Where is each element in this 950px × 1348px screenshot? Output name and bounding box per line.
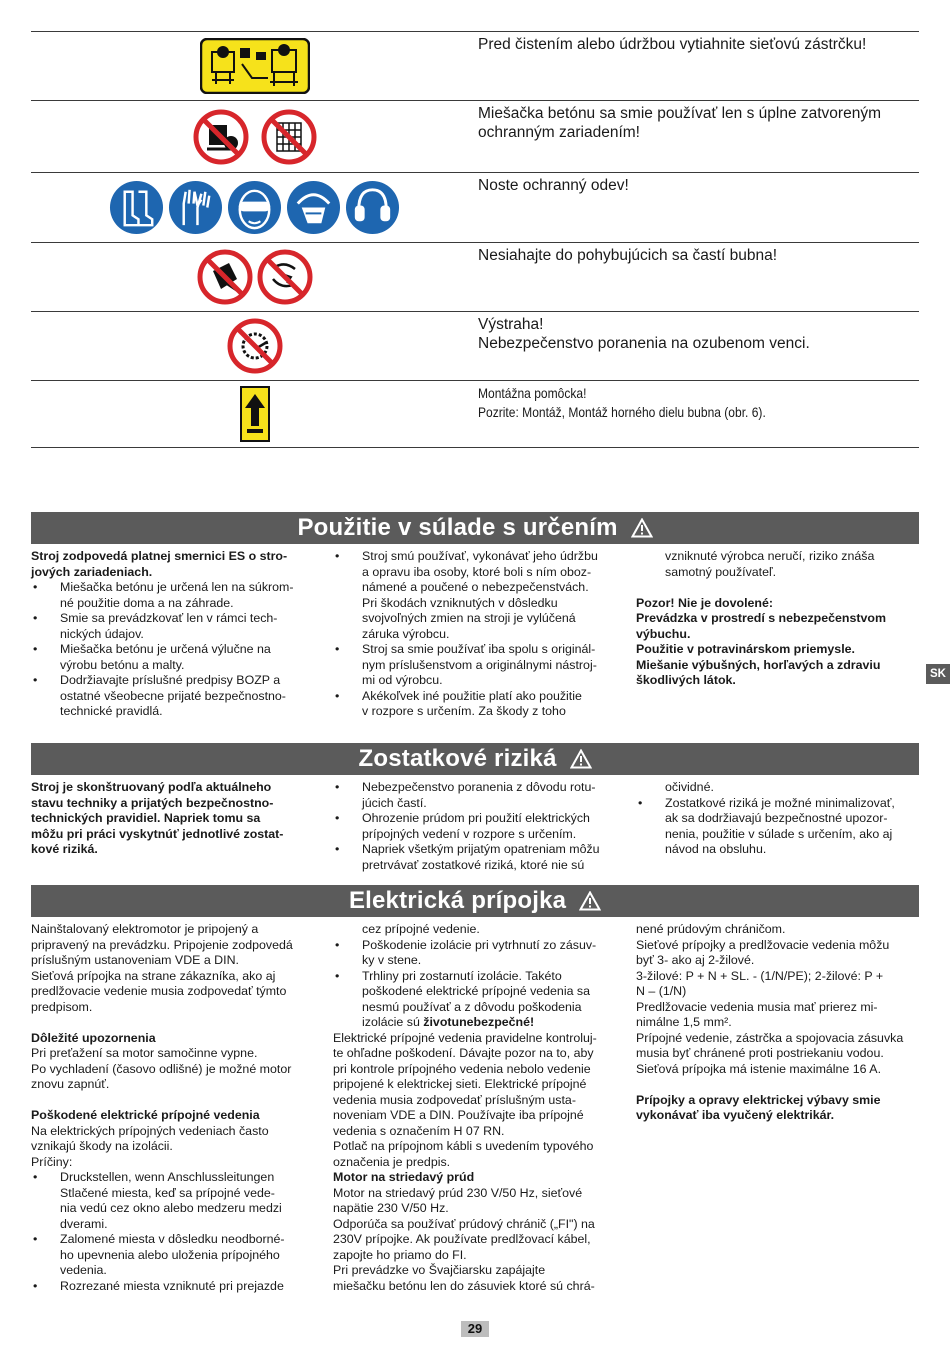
text-line: Pri preťažení sa motor samočinne vypne. (31, 1046, 258, 1060)
symbol-row (31, 242, 919, 311)
residual-risks-column-2 (333, 780, 623, 873)
text-line: byť 3- ako aj 2-žilové. (636, 953, 755, 967)
text-line: Príčiny: (31, 1154, 73, 1169)
text-line: musia byť chránené proti postriekaniu vodou. (636, 1046, 884, 1060)
text-line: • Miešačka betónu je určená výlučne na (60, 642, 271, 656)
text-line: ak sa dodržiavajú bezpečnostné upozor- (665, 811, 888, 825)
dust-mask-icon (286, 180, 341, 235)
text-line: noveniam VDE a DIN. Používajte iba prípojné (333, 1108, 584, 1122)
text-line: Nainštalovaný elektromotor je pripojený a (31, 922, 259, 936)
text-line: Pozor! Nie je dovolené: (636, 595, 774, 610)
intended-use-column-3 (636, 549, 921, 689)
text-line: miešačku betónu len do zásuviek ktoré sú chrá- (333, 1278, 595, 1293)
text-line: • Trhliny pri zostarnutí izolácie. Takéto (362, 968, 562, 983)
text-line: napätie 230 V/50 Hz. (333, 1201, 449, 1215)
ear-protection-icon (345, 180, 400, 235)
text-line: Po vychladení (časovo odlišné) je možné motor (31, 1061, 292, 1076)
residual-risks-column-3 (636, 780, 921, 858)
text-line: samotný používateľ. (665, 564, 777, 579)
text-line: Potlač na prípojnom kábli s uvedením typového (333, 1139, 594, 1153)
list-item (31, 1170, 321, 1232)
list-item (636, 796, 921, 858)
protective-equipment-icon (31, 173, 478, 242)
text-line: škodlivých látok. (636, 673, 736, 687)
page-number: 29 (461, 1321, 489, 1337)
text-line: v rozpore s určením. Za škody z toho (362, 704, 566, 718)
residual-risks-column-1 (31, 780, 316, 858)
warning-triangle-icon (579, 891, 601, 911)
text-line: nimálne 1,5 mm². (636, 1015, 732, 1029)
symbol-text: Výstraha! Nebezpečenstvo poranenia na ozubenom venci. (478, 316, 810, 352)
list-item (333, 689, 623, 720)
list-item (333, 780, 623, 811)
text-line: výbuchu. (636, 626, 691, 641)
text-line: • Rozrezané miesta vzniknuté pri prejazde (60, 1278, 284, 1293)
intended-use-column-1 (31, 549, 316, 720)
text-line: nických údajov. (60, 626, 144, 641)
symbol-text: Pred čistením alebo údržbou vytiahnite sieťovú zástrčku! (478, 36, 867, 53)
text-line: kové riziká. (31, 842, 98, 856)
list-item (333, 842, 623, 873)
list-item (333, 811, 623, 842)
text-line: cez prípojné vedenie. (362, 922, 480, 936)
symbol-table (31, 31, 919, 448)
electrical-column-3 (636, 922, 926, 1124)
text-line: • Stroj sa smie používať iba spolu s originál- (362, 642, 596, 656)
text-line: poškodené elektrické prípojné vedenia sa (362, 984, 590, 998)
no-grid-removal-icon (261, 109, 317, 165)
text-line: • Druckstellen, wenn Anschlussleitungen (60, 1170, 275, 1184)
no-hands-in-drum-icon (197, 249, 253, 305)
symbol-row (31, 172, 919, 242)
text-line: Pri prevádzke vo Švajčiarsku zapájajte (333, 1263, 546, 1277)
text-line: Stroj zodpovedá platnej smernici ES o stro- (31, 549, 288, 563)
text-line: a opravu iba osoby, ktoré boli s ním oboz- (362, 564, 592, 579)
list-item (333, 549, 623, 642)
text-line: vzniknuté výrobca neručí, riziko znáša (665, 549, 875, 563)
text-line: Odporúča sa používať prúdový chránič („FI") na (333, 1216, 595, 1231)
symbol-text: Miešačka betónu sa smie používať len s úplne zatvoreným ochranným zariadením! (478, 105, 881, 141)
read-manual-unplug-icon (200, 38, 310, 94)
text-line: vznikajú škody na izolácii. (31, 1139, 173, 1153)
symbol-text: Montážna pomôcka! Pozrite: Montáž, Montáž horného dielu bubna (obr. 6). (478, 385, 766, 420)
text-line: pretrvávať zostatkové riziká, ktoré nie sú (362, 857, 585, 872)
text-line: Sieťové prípojky a predlžovacie vedenia môžu (636, 937, 890, 952)
text-line: • Ohrozenie prúdom pri použití elektrických (362, 811, 590, 825)
text-line: jových zariadeniach. (31, 564, 153, 579)
text-line: nesmú používať a z dôvodu poškodenia (362, 999, 582, 1014)
text-line: očividné. (665, 780, 714, 794)
text-line: predpisom. (31, 999, 93, 1014)
text-line: • Poškodenie izolácie pri vytrhnutí zo zásuv- (362, 937, 597, 952)
text-line: Motor na striedavý prúd 230 V/50 Hz, sieťové (333, 1185, 583, 1200)
subheading: Dôležité upozornenia (31, 1030, 156, 1045)
list-item (333, 969, 623, 1031)
text-line: námené a poučené o nebezpečenstvách. (362, 580, 589, 594)
text-line: Stlačené miesta, keď sa prípojné vede- (60, 1185, 275, 1200)
text-line: pripojené k elektrickej sieti. Elektrické prípojné (333, 1077, 587, 1091)
text-line: pripravený na prevádzku. Pripojenie zodpovedá (31, 937, 293, 952)
subheading: Motor na striedavý prúd (333, 1170, 475, 1184)
text-line: • Dodržiavajte príslušné predpisy BOZP a (60, 673, 281, 687)
text-line: te ohľadne poškodení. Dávajte pozor na to, aby (333, 1046, 594, 1060)
symbol-row (31, 311, 919, 380)
text-line: predlžovacie vedenie musia zodpovedať týmto (31, 984, 287, 998)
section-banner-intended-use: Použitie v súlade s určením (31, 512, 919, 544)
text-line: mi od výrobcu. (362, 673, 443, 687)
text-line: záruka výrobcu. (362, 626, 450, 641)
text-line: Sieťová prípojka má istenie maximálne 16 A. (636, 1061, 882, 1076)
text-line: Predlžovacie vedenia musia mať prierez mi- (636, 999, 878, 1014)
no-open-guard-icon (193, 109, 249, 165)
symbol-text: Noste ochranný odev! (478, 177, 629, 194)
electrical-column-2 (333, 922, 623, 1294)
gloves-icon (168, 180, 223, 235)
section-banner-electrical: Elektrická prípojka (31, 885, 919, 917)
text-line: zapojte ho priamo do FI. (333, 1247, 467, 1262)
text-line: znovu zapnúť. (31, 1077, 110, 1091)
text-line: • Napriek všetkým prijatým opatreniam môžu (362, 842, 600, 856)
text-line: ostatné všeobecne prijaté bezpečnostno- (60, 688, 286, 703)
text-line: Stroj je skonštruovaný podľa aktuálneho (31, 780, 272, 794)
text-line: Miešanie výbušných, horľavých a zdraviu (636, 657, 881, 672)
subheading: Poškodené elektrické prípojné vedenia (31, 1108, 260, 1122)
list-item (31, 1279, 321, 1295)
list-item (333, 642, 623, 689)
text-line: Sieťová prípojka na strane zákazníka, ako aj (31, 968, 276, 983)
text-line: • Stroj smú používať, vykonávať jeho údržbu (362, 549, 598, 563)
text-line: príslušným ustanoveniam VDE a DIN. (31, 953, 239, 967)
text-line: Použitie v potravinárskom priemysle. (636, 642, 855, 656)
goggles-icon (227, 180, 282, 235)
text-line: vedenia. (60, 1263, 107, 1277)
text-line: 230V prípojke. Ak používate predlžovací kábel, (333, 1232, 591, 1246)
warning-triangle-icon (631, 518, 653, 538)
text-line: • Miešačka betónu je určená len na súkrom- (60, 580, 294, 594)
text-line: vedenia musia zodpovedať príslušným usta- (333, 1092, 576, 1107)
text-line: nia vedú cez okno alebo medzeru medzi (60, 1201, 282, 1215)
section-banner-residual-risks: Zostatkové riziká (31, 743, 919, 775)
text-line: • Nebezpečenstvo poranenia z dôvodu rotu- (362, 780, 596, 794)
no-hands-in-blades-icon (257, 249, 313, 305)
list-item (333, 938, 623, 969)
no-gear-ring-icon (227, 318, 283, 374)
text-line: nené prúdovým chráničom. (636, 922, 786, 936)
text-line: pri kontrole prípojného vedenia nebolo vedenie (333, 1061, 591, 1076)
warning-triangle-icon (570, 749, 592, 769)
text-line: svojvoľných zmien na stroji je vylúčená (362, 611, 576, 625)
text-line: návod na obsluhu. (665, 842, 767, 856)
text-line: Pri škodách vzniknutých v dôsledku (362, 595, 558, 610)
text-line: • Smie sa prevádzkovať len v rámci tech- (60, 611, 278, 625)
language-tab: SK (926, 664, 950, 684)
list-item (31, 1232, 321, 1279)
safety-boots-icon (109, 180, 164, 235)
text-line: technických pravidiel. Napriek tomu sa (31, 811, 261, 825)
text-line: môžu pri práci vyskytnúť jednotlivé zostat- (31, 826, 284, 841)
text-line: označenia je predpis. (333, 1154, 451, 1169)
text-line: vedenia s označením H 07 RN. (333, 1123, 505, 1138)
text-line: 3-žilové: P + N + SL. - (1/N/PE); 2-žilové: P + (636, 968, 884, 983)
text-line: júcich častí. (362, 795, 427, 810)
text-line: Elektrické prípojné vedenia pravidelne kontroluj- (333, 1030, 597, 1045)
text-line: dverami. (60, 1216, 108, 1231)
text-line: výrobu betónu a malty. (60, 657, 185, 672)
text-line: Prípojné vedenie, zástrčka a spojovacia zásuvka (636, 1030, 904, 1045)
text-line: Na elektrických prípojných vedeniach často (31, 1123, 269, 1138)
electrical-column-1 (31, 922, 321, 1294)
text-line: vykonávať iba vyučený elektrikár. (636, 1108, 835, 1122)
list-item (31, 611, 316, 642)
text-line: N – (1/N) (636, 984, 687, 998)
intended-use-column-2 (333, 549, 623, 720)
list-item (31, 642, 316, 673)
text-line: • Akékoľvek iné použitie platí ako použitie (362, 688, 582, 703)
text-line: stavu techniky a prijatých bezpečnostno- (31, 795, 274, 810)
text-line: prípojných vedení v rozpore s určením. (362, 826, 577, 841)
text-line: Prípojky a opravy elektrickej výbavy smie (636, 1092, 881, 1107)
list-item (31, 673, 316, 720)
text-line: technické pravidlá. (60, 704, 163, 718)
text-line: • Zalomené miesta v dôsledku neodborné- (60, 1232, 285, 1246)
symbol-row (31, 31, 919, 100)
symbol-row (31, 100, 919, 172)
list-item (31, 580, 316, 611)
symbol-row (31, 380, 919, 448)
assembly-aid-arrow-icon (240, 386, 270, 442)
text-line: • Zostatkové riziká je možné minimalizovať, (665, 795, 895, 810)
text-line: izolácie sú životunebezpečné! (362, 1015, 535, 1029)
text-line: né použitie doma a na záhrade. (60, 595, 234, 610)
text-line: nym príslušenstvom a originálnymi nástroj- (362, 657, 597, 672)
text-line: ky v stene. (362, 953, 422, 967)
text-line: Prevádzka v prostredí s nebezpečenstvom (636, 611, 886, 625)
symbol-text: Nesiahajte do pohybujúcich sa častí bubna! (478, 247, 778, 264)
text-line: ho upevnenia alebo uloženia prípojného (60, 1247, 280, 1262)
text-line: nenia, použitie v súlade s určením, ako aj (665, 826, 893, 841)
